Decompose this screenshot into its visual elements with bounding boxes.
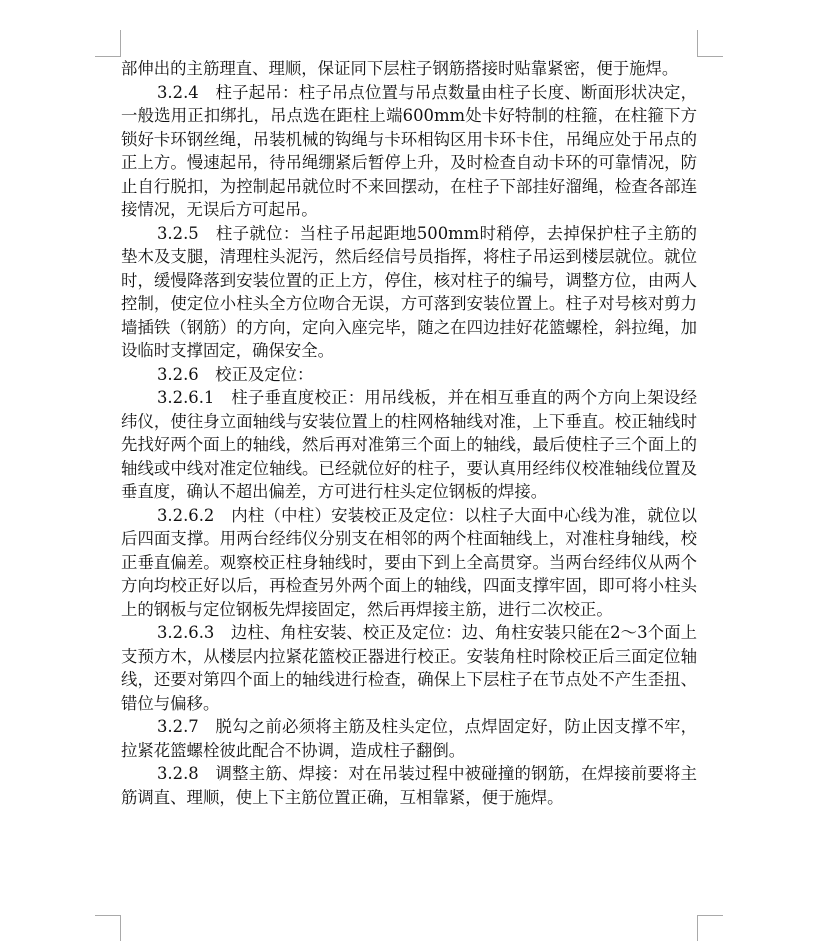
paragraph-3-2-6-correction-heading: 3.2.6 校正及定位： <box>157 364 314 384</box>
paragraph-continuation: 部伸出的主筋理直、理顺，保证同下层柱子钢筋搭接时贴靠紧密，便于施焊。 <box>121 59 679 78</box>
crop-mark-top-left-horizontal <box>95 56 121 57</box>
paragraph-3-2-4-column-lifting: 3.2.4 柱子起吊：柱子吊点位置与吊点数量由柱子长度、断面形状决定，一般选用正扣绑扎，吊点选在距柱上端600mm处卡好特制的柱箍，在柱箍下方锁好卡环钢丝绳，吊装机械的钩绳与卡环相钩区用卡环卡住，吊绳应处于吊点的正上方。慢速起吊，待吊绳绷紧后暂停上升，及时检查自动卡环的可靠情况，防止自行脱扣，为控制起吊就位时不来回摆动，在柱子下部挂好溜绳，检查各部连接情况，无误后方可起吊。 <box>121 82 697 219</box>
crop-mark-bottom-right-horizontal <box>697 915 723 916</box>
crop-mark-bottom-left-horizontal <box>95 915 121 916</box>
paragraph-3-2-6-2-inner-column: 3.2.6.2 内柱（中柱）安装校正及定位：以柱子大面中心线为准，就位以后四面支撑。用两台经纬仪分别支在相邻的两个柱面轴线上，对准柱身轴线，校正垂直偏差。观察校正柱身轴线时，要由下到上全高贯穿。当两台经纬仪从两个方向均校正好以后，再检查另外两个面上的轴线，四面支撑牢固，即可将小柱头上的钢板与定位钢板先焊接固定，然后再焊接主筋，进行二次校正。 <box>121 505 697 619</box>
paragraph-3-2-7-unhooking: 3.2.7 脱勾之前必须将主筋及柱头定位，点焊固定好，防止因支撑不牢，拉紧花篮螺栓彼此配合不协调，造成柱子翻倒。 <box>121 717 697 760</box>
crop-mark-top-right-vertical <box>697 30 698 56</box>
paragraph-3-2-5-column-positioning: 3.2.5 柱子就位：当柱子吊起距地500mm时稍停，去掉保护柱子主筋的垫木及支腿，清理柱头泥污，然后经信号员指挥，将柱子吊运到楼层就位。就位时，缓慢降落到安装位置的正上方，停住，核对柱子的编号，调整方位，由两人控制，使定位小柱头全方位吻合无误，方可落到安装位置上。柱子对号核对剪力墙插铁（钢筋）的方向，定向入座完毕，随之在四边挂好花篮螺栓，斜拉绳，加设临时支撑固定，确保安全。 <box>121 223 697 360</box>
paragraph-3-2-6-3-edge-corner-column: 3.2.6.3 边柱、角柱安装、校正及定位：边、角柱安装只能在2～3个面上支预方木，从楼层内拉紧花篮校正器进行校正。安装角柱时除校正后三面定位轴线，还要对第四个面上的轴线进行检查，确保上下层柱子在节点处不产生歪扭、错位与偏移。 <box>121 623 697 713</box>
crop-mark-bottom-left-vertical <box>120 915 121 941</box>
crop-mark-top-right-horizontal <box>697 56 723 57</box>
paragraph-3-2-6-1-verticality: 3.2.6.1 柱子垂直度校正：用吊线板，并在相互垂直的两个方向上架设经纬仪，使往身立面轴线与安装位置上的柱网格轴线对准，上下垂直。校正轴线时先找好两个面上的轴线，然后再对准第三个面上的轴线，最后使柱子三个面上的轴线或中线对准定位轴线。已经就位好的柱子，要认真用经纬仪校准轴线位置及垂直度，确认不超出偏差，方可进行柱头定位钢板的焊接。 <box>121 388 697 501</box>
crop-mark-bottom-right-vertical <box>697 915 698 941</box>
paragraph-3-2-8-welding: 3.2.8 调整主筋、焊接：对在吊装过程中被碰撞的钢筋，在焊接前要将主筋调直、理顺，使上下主筋位置正确，互相靠紧，便于施焊。 <box>121 764 697 807</box>
crop-mark-top-left-vertical <box>120 30 121 56</box>
document-body <box>121 57 697 809</box>
